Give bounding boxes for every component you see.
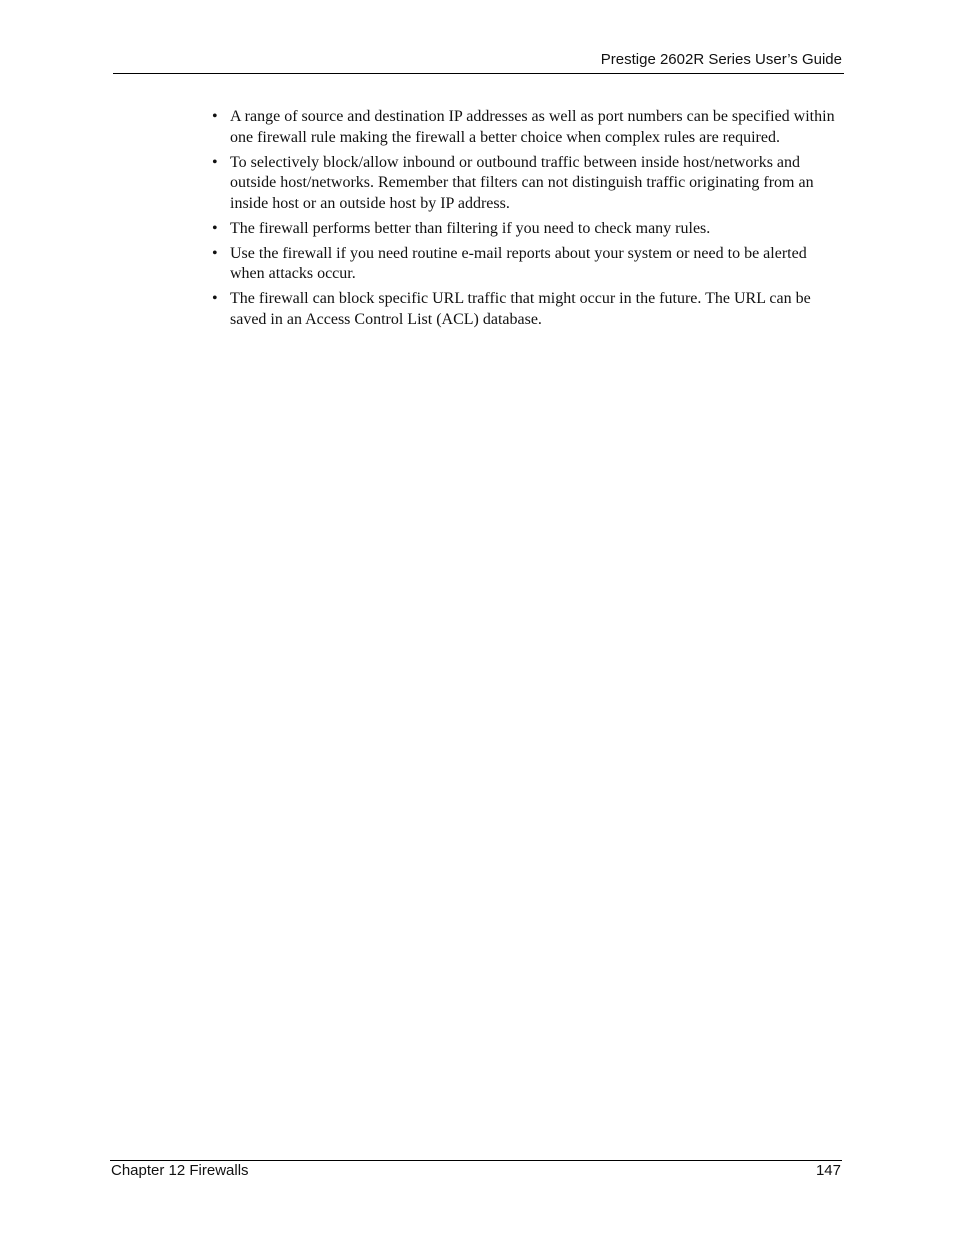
list-item-text: A range of source and destination IP addresses as well as port numbers can be specified within one firewall rule making the firewall a better choice when complex rules are required. [230,108,835,146]
list-item-text: To selectively block/allow inbound or outbound traffic between inside host/networks and outside host/networks. Remember that filters can not distinguish traffic originating from an inside host or an outside host by IP address. [230,153,814,212]
list-item [212,153,844,215]
list-item [212,289,844,330]
bullet-list [212,107,844,335]
header-title: Prestige 2602R Series User’s Guide [600,51,842,68]
bullet-icon: • [212,244,218,262]
list-item-text: The firewall can block specific URL traffic that might occur in the future. The URL can be saved in an Access Control List (ACL) database. [230,290,811,328]
list-item [212,219,844,240]
bullet-icon: • [212,108,218,125]
bullet-icon: • [212,219,218,237]
header-divider [113,73,844,74]
list-item [212,107,844,148]
page-number: 147 [815,1162,841,1179]
list-item-text: Use the firewall if you need routine e-mail reports about your system or need to be alerted when attacks occur. [230,244,807,282]
bullet-icon: • [212,290,218,307]
footer-chapter: Chapter 12 Firewalls [111,1162,249,1179]
bullet-icon: • [212,153,218,171]
list-item-text: The firewall performs better than filtering if you need to check many rules. [230,219,711,237]
list-item [212,244,844,285]
